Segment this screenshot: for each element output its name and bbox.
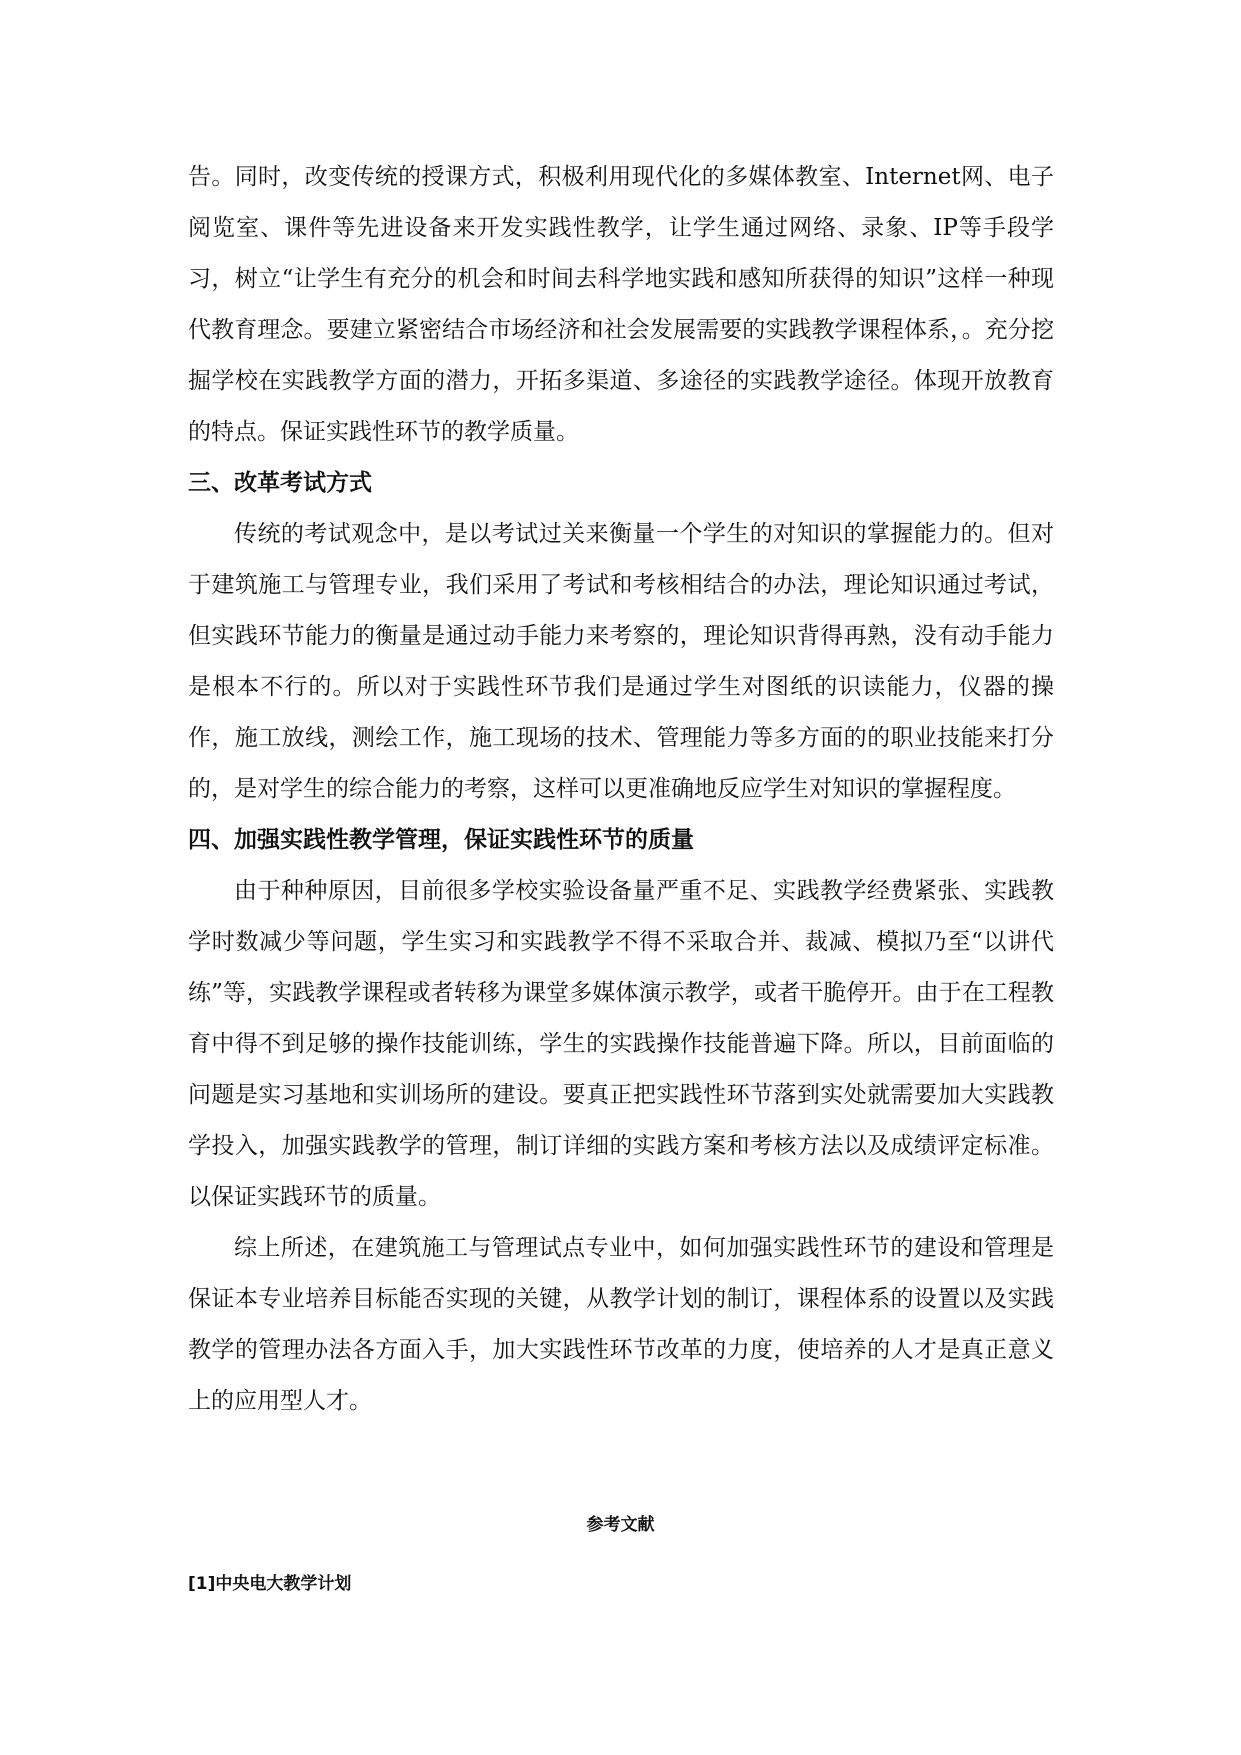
paragraph-conclusion: 综上所述，在建筑施工与管理试点专业中，如何加强实践性环节的建设和管理是保证本专业培养目标能否实现的关键，从教学计划的制订，课程体系的设置以及实践教学的管理办法各方面入手，加大实践性环节改革的力度，使培养的人才是真正意义上的应用型人才。 [188, 1235, 1054, 1414]
references-title: 参考文献 [586, 1515, 655, 1535]
paragraph-practice-management: 由于种种原因，目前很多学校实验设备量严重不足、实践教学经费紧张、实践教学时数减少等问题，学生实习和实践教学不得不采取合并、裁减、模拟乃至“以讲代练”等，实践教学课程或者转移为课堂多媒体演示教学，或者干脆停开。由于在工程教育中得不到足够的操作技能训练，学生的实践操作技能普遍下降。所以，目前面临的问题是实习基地和实训场所的建设。要真正把实践性环节落到实处就需要加大实践教学投入，加强实践教学的管理，制订详细的实践方案和考核方法以及成绩评定标准。以保证实践环节的质量。 [188, 878, 1054, 1210]
reference-item: [1]中央电大教学计划 [188, 1574, 352, 1594]
paragraph-continued: 告。同时，改变传统的授课方式，积极利用现代化的多媒体教室、Internet网、电子阅览室、课件等先进设备来开发实践性教学，让学生通过网络、录象、IP等手段学习，树立“让学生有充分的机会和时间去科学地实践和感知所获得的知识”这样一种现代教育理念。要建立紧密结合市场经济和社会发展需要的实践教学课程体系，。充分挖掘学校在实践教学方面的潜力，开拓多渠道、多途径的实践教学途径。体现开放教育的特点。保证实践性环节的教学质量。 [188, 164, 1054, 445]
body-text [188, 152, 1054, 1427]
section-heading-3: 三、改革考试方式 [188, 470, 372, 496]
section-heading-4: 四、加强实践性教学管理，保证实践性环节的质量 [188, 827, 694, 853]
paragraph-exam-reform: 传统的考试观念中，是以考试过关来衡量一个学生的对知识的掌握能力的。但对于建筑施工与管理专业，我们采用了考试和考核相结合的办法，理论知识通过考试，但实践环节能力的衡量是通过动手能力来考察的，理论知识背得再熟，没有动手能力是根本不行的。所以对于实践性环节我们是通过学生对图纸的识读能力，仪器的操作，施工放线，测绘工作，施工现场的技术、管理能力等多方面的的职业技能来打分的，是对学生的综合能力的考察，这样可以更准确地反应学生对知识的掌握程度。 [188, 521, 1054, 802]
